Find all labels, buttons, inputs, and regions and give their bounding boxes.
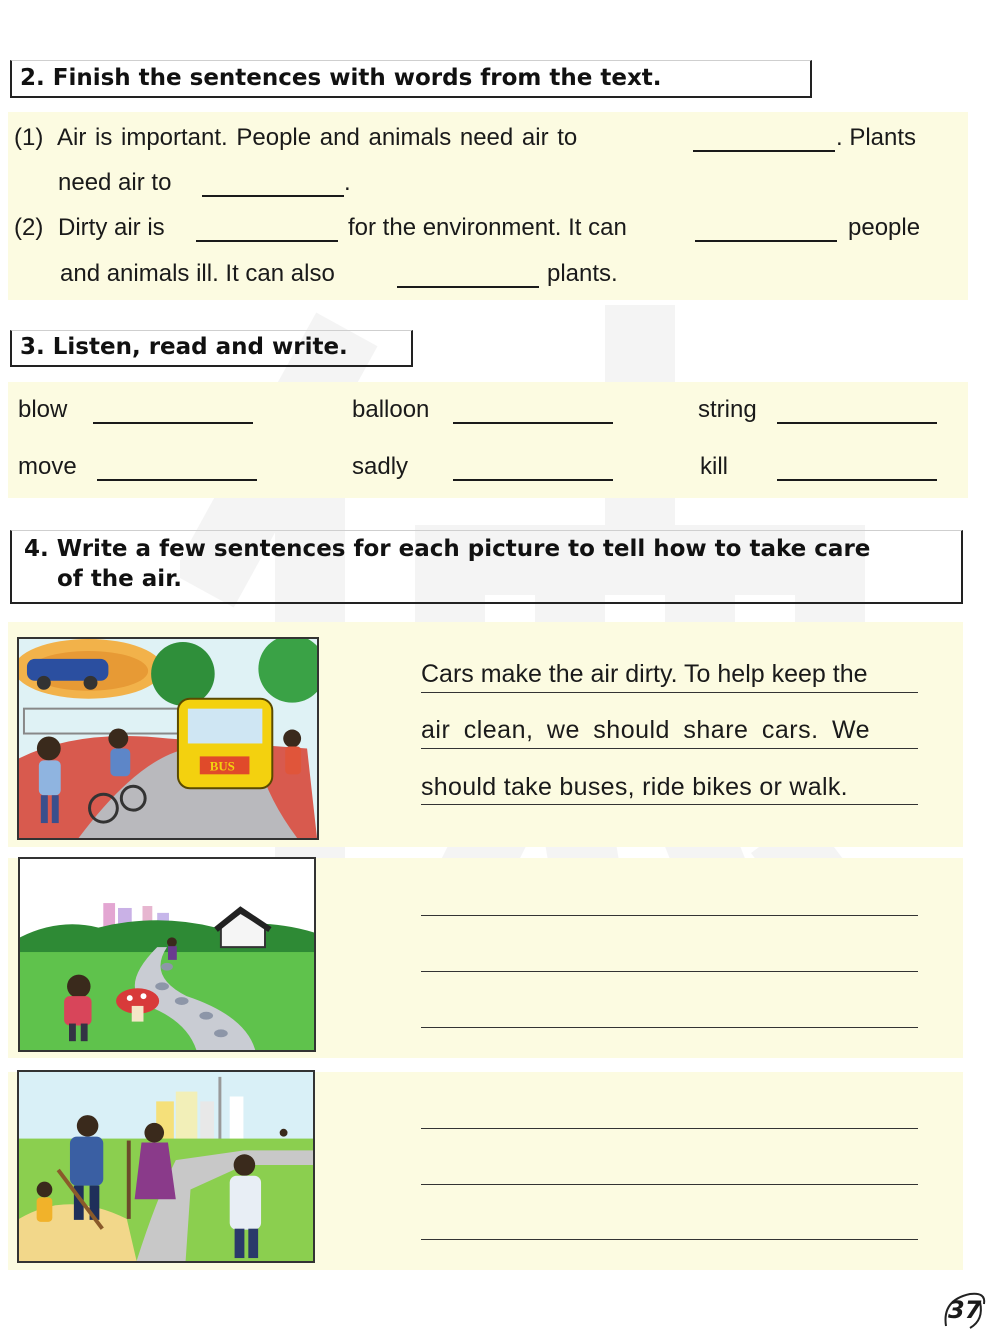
- section-3-heading: [10, 330, 413, 367]
- writing-line[interactable]: [421, 971, 918, 972]
- blank-blow[interactable]: [93, 422, 253, 424]
- word-sadly: sadly: [352, 453, 409, 480]
- q2-text-c: people: [848, 214, 921, 241]
- q2-text-d: and animals ill. It can also: [60, 260, 335, 287]
- blank-sadly[interactable]: [453, 479, 613, 481]
- q1-text-b: . Plants: [836, 124, 917, 151]
- section-3-title: 3. Listen, read and write.: [20, 334, 348, 360]
- q2-blank-3[interactable]: [397, 286, 539, 288]
- blank-balloon[interactable]: [453, 422, 613, 424]
- q2-text-a: Dirty air is: [58, 214, 165, 241]
- writing-line[interactable]: [421, 1027, 918, 1028]
- blank-kill[interactable]: [777, 479, 937, 481]
- q1-blank-1[interactable]: [693, 150, 835, 152]
- word-move: move: [18, 453, 77, 480]
- blank-move[interactable]: [97, 479, 257, 481]
- writing-line[interactable]: [421, 1128, 918, 1129]
- section-4-title-line1: 4. Write a few sentences for each picture to tell how to take care: [24, 536, 871, 562]
- q2-blank-2[interactable]: [695, 240, 837, 242]
- word-balloon: balloon: [352, 396, 430, 423]
- q2-text-b: for the environment. It can: [348, 214, 627, 241]
- section-4-heading: [10, 530, 963, 604]
- q2-text-e: plants.: [547, 260, 618, 287]
- q1-text-d: .: [344, 169, 351, 196]
- example-line-3: should take buses, ride bikes or walk.: [421, 773, 848, 801]
- word-kill: kill: [700, 453, 728, 480]
- planting-trees-picture: [17, 1070, 315, 1263]
- page-number: 37: [948, 1296, 982, 1324]
- q1-text-a: Air is important. People and animals need air to: [57, 124, 578, 151]
- street-bus-picture: [17, 637, 319, 840]
- example-underline-1: [421, 692, 918, 693]
- writing-line[interactable]: [421, 1184, 918, 1185]
- q2-number: (2): [14, 214, 44, 241]
- section-2-title: 2. Finish the sentences with words from the text.: [20, 65, 662, 91]
- example-line-2: air clean, we should share cars. We: [421, 716, 871, 744]
- q1-text-c: need air to: [58, 169, 172, 196]
- park-path-picture: [18, 857, 316, 1052]
- word-blow: blow: [18, 396, 68, 423]
- word-string: string: [698, 396, 757, 423]
- writing-line[interactable]: [421, 1239, 918, 1240]
- blank-string[interactable]: [777, 422, 937, 424]
- section-4-title-line2: of the air.: [57, 566, 182, 592]
- example-line-1: Cars make the air dirty. To help keep the: [421, 660, 868, 688]
- section-2-heading: [10, 60, 812, 98]
- bus-sign: BUS: [209, 758, 235, 774]
- example-underline-3: [421, 804, 918, 805]
- q1-number: (1): [14, 124, 44, 151]
- writing-line[interactable]: [421, 915, 918, 916]
- q2-blank-1[interactable]: [196, 240, 338, 242]
- q1-blank-2[interactable]: [202, 195, 344, 197]
- example-underline-2: [421, 748, 918, 749]
